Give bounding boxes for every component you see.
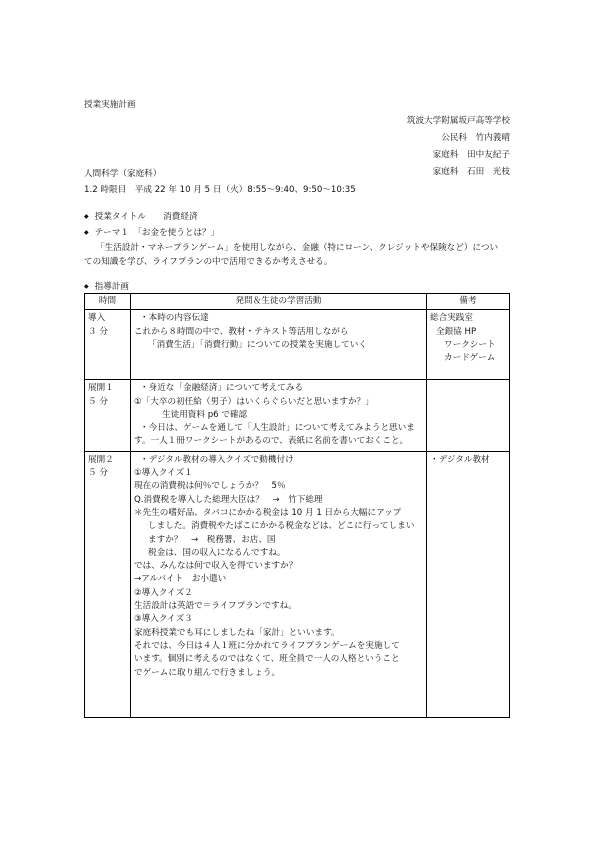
table-header-row	[85, 294, 510, 310]
activity-line: しました。消費税やたばこにかかる税金などは、どこに行ってしまい	[148, 521, 415, 532]
notes-cell	[427, 451, 510, 717]
activity-line: す。一人１冊ワークシートがあるので、表紙に名前を書いておくこと。	[134, 436, 409, 447]
document-title: 授業実施計画	[84, 100, 136, 110]
header-time: 時間	[85, 294, 131, 310]
notes-cell	[427, 380, 510, 451]
activity-line: →アルバイト お小遣い	[134, 574, 227, 585]
phase-time: ５ 分	[88, 468, 108, 479]
activity-cell	[131, 380, 427, 451]
header-notes: 備考	[427, 294, 510, 310]
activity-line: ・今日は、ゲームを通して「人生設計」について考えてみようと思いま	[140, 423, 415, 434]
teacher-2: 家庭科 田中友紀子	[432, 150, 510, 160]
activity-line: ・身近な「金融経済」について考えてみる	[140, 383, 304, 394]
subject-line: 人間科学（家庭科）	[84, 169, 162, 179]
phase-cell	[85, 380, 131, 451]
activity-cell	[131, 310, 427, 380]
note-line: 総合実践室	[430, 313, 473, 324]
school-name: 筑波大学附属坂戸高等学校	[406, 116, 510, 126]
plan-heading	[84, 283, 129, 292]
lesson-title-text: 授業タイトル 消費経済	[94, 212, 198, 222]
plan-table	[84, 293, 510, 718]
activity-line: います。個別に考えるのではなくて、班全員で一人の人格ということ	[134, 654, 400, 665]
activity-line: 「消費生活」「消費行動」についての授業を実施していく	[148, 339, 367, 350]
activity-line: 税金は、国の収入になるんですね。	[148, 547, 286, 558]
notes-cell	[427, 310, 510, 380]
activity-line: では、みんなは何で収入を得ていますか？	[134, 561, 298, 572]
activity-line: ＊先生の嗜好品、タバコにかかる税金は 10 月 1 日から大幅にアップ	[134, 507, 402, 518]
note-line: 全銀協 HP	[436, 326, 477, 337]
activity-line: ・本時の内容伝達	[140, 313, 209, 324]
table-row	[85, 380, 510, 451]
teacher-3: 家庭科 石田 光枝	[432, 167, 510, 177]
phase-cell	[85, 310, 131, 380]
activity-line: 生活設計は英語で＝ライフプランですね。	[134, 601, 297, 612]
activity-line: ②導入クイズ２	[134, 587, 193, 598]
theme-text: テーマ１ 「お金を使うとは？」	[94, 228, 220, 238]
activity-line: ①導入クイズ１	[134, 468, 193, 479]
activity-line: 家庭科授業でも耳にしましたね「家計」といいます。	[134, 627, 340, 638]
table-row	[85, 310, 510, 380]
plan-heading-text: 指導計画	[94, 282, 130, 292]
note-line: ・デジタル教材	[430, 454, 490, 465]
phase-name: 導入	[88, 313, 106, 324]
phase-name: 展開２	[88, 454, 114, 465]
activity-line: それでは、今日は４人１班に分かれてライフプランゲームを実施して	[134, 640, 400, 651]
activity-cell	[131, 451, 427, 717]
activity-line: Q.消費税を導入した総理大臣は？ → 竹下総理	[134, 494, 323, 505]
schedule-line: 1.2 時限目 平成 22 年 10 月 5 日（火）8:55～9:40、9:50～10:35	[84, 185, 356, 195]
lesson-title	[84, 213, 198, 222]
theme-description-1: 「生活設計・マネープランゲーム」を使用しながら、金融（特にローン、クレジットや保険など）につい	[96, 243, 499, 253]
activity-line: ③導入クイズ３	[134, 614, 193, 625]
activity-line: これから８時間の中で、教材・テキスト等活用しながら	[134, 326, 349, 337]
activity-line: 現在の消費税は何％でしょうか？ 5％	[134, 481, 286, 492]
teacher-1: 公民科 竹内義晴	[441, 133, 510, 143]
activity-line: 生徒用資料 p6 で確認	[162, 409, 248, 420]
phase-cell	[85, 451, 131, 717]
table-row	[85, 451, 510, 717]
activity-line: ますか？ → 税務署、お店、国	[148, 534, 276, 545]
activity-line: ・デジタル教材の導入クイズで動機付け	[140, 454, 294, 465]
theme-description-2: ての知識を学び、ライフプランの中で活用できるか考えさせる。	[84, 257, 333, 267]
activity-line: ①「大卒の初任給（男子）はいくらぐらいだと思いますか？」	[134, 396, 374, 407]
theme-line	[84, 229, 219, 238]
phase-time: ３ 分	[88, 326, 108, 337]
header-activity: 発問＆生徒の学習活動	[131, 294, 427, 310]
note-line: ワークシート	[444, 339, 496, 350]
phase-name: 展開１	[88, 383, 114, 394]
activity-line: でゲームに取り組んで行きましょう。	[134, 667, 281, 678]
phase-time: ５ 分	[88, 396, 108, 407]
note-line: カードゲーム	[444, 353, 496, 364]
